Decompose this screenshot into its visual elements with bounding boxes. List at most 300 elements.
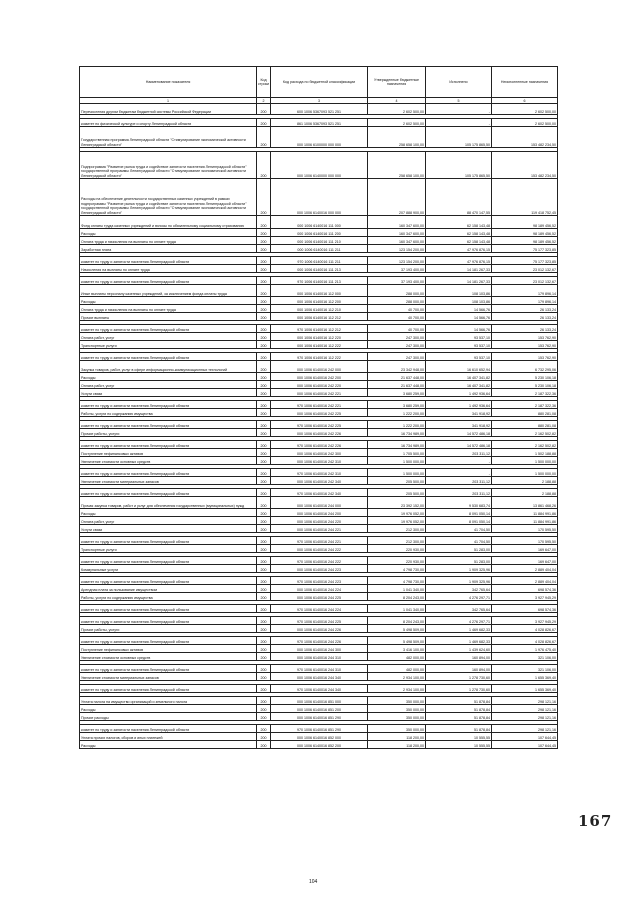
cell-line-code: 200 [257, 685, 271, 693]
cell-indicator-name: комитет по труду и занятости населения Ленинградской области [80, 277, 257, 285]
cell-line-code: 200 [257, 297, 271, 305]
cell-approved: 118 200,00 [368, 733, 426, 741]
cell-executed: 1 278 730,60 [426, 685, 492, 693]
cell-expense-code: 000 1006 6100000 000 000 [271, 127, 368, 148]
cell-line-code: 200 [257, 179, 271, 216]
cell-expense-code: 970 1006 6140016 111 213 [271, 277, 368, 285]
cell-line-code: 200 [257, 741, 271, 749]
cell-expense-code: 000 1006 6140016 112 212 [271, 313, 368, 321]
cell-line-code: 200 [257, 497, 271, 509]
table-row [80, 179, 558, 216]
cell-expense-code: 970 1006 6140016 244 224 [271, 605, 368, 613]
cell-executed: 41 704,50 [426, 537, 492, 545]
cell-indicator-name: Расходы на обеспечение деятельности государственных казенных учреждений в рамках подпрограммы "Развитие рынка труда и содействие занятости населения Ленинградской области" государственной программы Ленинградской области "Стимулирование экономической активности Ленинградской области" [80, 179, 257, 216]
cell-remaining: 153 762,90 [492, 353, 558, 361]
column-number: 1 [80, 98, 257, 104]
cell-executed: - [426, 457, 492, 465]
cell-executed: 16 407 341,82 [426, 373, 492, 381]
cell-approved: 220 930,00 [368, 545, 426, 553]
cell-executed: 47 976 876,15 [426, 245, 492, 253]
cell-expense-code: 000 1006 6140016 112 000 [271, 285, 368, 297]
table-row [80, 265, 558, 273]
cell-executed: - [426, 104, 492, 115]
cell-line-code: 200 [257, 265, 271, 273]
cell-indicator-name: комитет по труду и занятости населения Ленинградской области [80, 637, 257, 645]
cell-executed: 8 091 050,14 [426, 517, 492, 525]
cell-indicator-name: Уплата налога на имущество организаций и земельного налога [80, 697, 257, 705]
cell-indicator-name: Прочие работы, услуги [80, 625, 257, 633]
cell-expense-code: 000 1006 6140016 244 310 [271, 653, 368, 661]
cell-executed: 203 311,12 [426, 489, 492, 497]
cell-expense-code: 000 1006 6140016 242 225 [271, 409, 368, 417]
cell-executed: 342 765,64 [426, 585, 492, 593]
budget-execution-table [79, 66, 558, 749]
cell-approved: 247 300,00 [368, 353, 426, 361]
cell-indicator-name: Прочие работы, услуги [80, 429, 257, 437]
table-row [80, 545, 558, 553]
cell-executed: 88 470 147,55 [426, 179, 492, 216]
cell-expense-code: 000 1006 6140016 244 224 [271, 585, 368, 593]
header-remaining: Неисполненные назначения [492, 67, 558, 98]
column-number: 3 [271, 98, 368, 104]
cell-expense-code: 970 1006 6140016 242 340 [271, 489, 368, 497]
column-number: 4 [368, 98, 426, 104]
cell-remaining: 169 647,00 [492, 545, 558, 553]
cell-indicator-name: Закупка товаров, работ, услуг в сфере информационно-коммуникационных технологий [80, 361, 257, 373]
cell-line-code: 200 [257, 353, 271, 361]
table-row [80, 525, 558, 533]
cell-remaining: 2 187 322,36 [492, 401, 558, 409]
cell-approved: 19 976 052,00 [368, 517, 426, 525]
cell-remaining: 98 189 456,52 [492, 237, 558, 245]
cell-line-code: 200 [257, 509, 271, 517]
cell-approved: 247 300,00 [368, 333, 426, 341]
cell-expense-code: 970 1006 6140016 112 212 [271, 325, 368, 333]
table-row [80, 449, 558, 457]
cell-line-code: 200 [257, 469, 271, 477]
table-row [80, 593, 558, 601]
page-number: 104 [309, 879, 318, 885]
cell-remaining: 321 106,00 [492, 665, 558, 673]
table-row [80, 469, 558, 477]
table-row [80, 245, 558, 253]
header-expense-code: Код расхода по бюджетной классификации [271, 67, 368, 98]
cell-remaining: 170 595,50 [492, 537, 558, 545]
cell-approved: 118 200,00 [368, 741, 426, 749]
table-row [80, 104, 558, 115]
cell-remaining: 179 896,14 [492, 297, 558, 305]
cell-indicator-name: Оплата труда и начисления на выплаты по оплате труда [80, 305, 257, 313]
cell-approved: 3 680 259,00 [368, 401, 426, 409]
cell-remaining: 2 188,88 [492, 477, 558, 485]
cell-approved: 350 000,00 [368, 725, 426, 733]
cell-approved: 23 392 152,00 [368, 497, 426, 509]
cell-approved: 3 416 100,00 [368, 645, 426, 653]
table-row [80, 277, 558, 285]
cell-executed: 4 276 297,71 [426, 617, 492, 625]
cell-executed: - [426, 469, 492, 477]
cell-indicator-name: Иные выплаты персоналу казенных учреждений, за исключением фонда оплаты труда [80, 285, 257, 297]
cell-remaining: 5 230 106,18 [492, 381, 558, 389]
cell-executed: 203 311,12 [426, 477, 492, 485]
cell-approved: 4 798 730,00 [368, 577, 426, 585]
cell-remaining: 2 162 502,82 [492, 441, 558, 449]
cell-expense-code: 000 1006 6140016 244 220 [271, 517, 368, 525]
cell-indicator-name: Расходы [80, 741, 257, 749]
cell-expense-code: 000 1006 6140016 242 000 [271, 361, 368, 373]
cell-remaining: 1 500 000,00 [492, 457, 558, 465]
table-row [80, 119, 558, 127]
cell-remaining: 11 884 991,86 [492, 509, 558, 517]
cell-executed: 93 537,10 [426, 353, 492, 361]
cell-executed: 14 181 267,33 [426, 265, 492, 273]
cell-approved: 40 700,00 [368, 325, 426, 333]
table-row [80, 429, 558, 437]
cell-indicator-name: комитет по труду и занятости населения Ленинградской области [80, 257, 257, 265]
table-row [80, 353, 558, 361]
cell-approved: 5 498 509,00 [368, 625, 426, 633]
cell-approved: 16 734 989,00 [368, 441, 426, 449]
cell-line-code: 200 [257, 429, 271, 437]
cell-indicator-name: Транспортные услуги [80, 545, 257, 553]
cell-expense-code: 000 1006 6140016 111 200 [271, 229, 368, 237]
cell-executed: 51 878,84 [426, 725, 492, 733]
cell-line-code: 200 [257, 713, 271, 721]
cell-indicator-name: Оплата работ, услуг [80, 517, 257, 525]
cell-line-code: 200 [257, 104, 271, 115]
cell-line-code: 200 [257, 216, 271, 229]
cell-approved: 3 680 259,00 [368, 389, 426, 397]
cell-approved: 123 154 200,00 [368, 245, 426, 253]
cell-remaining: 1 655 369,40 [492, 673, 558, 681]
table-row [80, 565, 558, 573]
cell-remaining: 1 500 000,00 [492, 469, 558, 477]
cell-remaining: 2 889 404,04 [492, 577, 558, 585]
table-row [80, 401, 558, 409]
table-row [80, 489, 558, 497]
column-number: 2 [257, 98, 271, 104]
cell-executed: 14 181 267,33 [426, 277, 492, 285]
cell-executed: 41 704,50 [426, 525, 492, 533]
cell-executed: 14 566,76 [426, 325, 492, 333]
cell-indicator-name: Прочие расходы [80, 713, 257, 721]
cell-expense-code: 000 1006 6140016 242 226 [271, 429, 368, 437]
cell-approved: 8 204 243,00 [368, 593, 426, 601]
cell-executed: 10 555,55 [426, 741, 492, 749]
cell-line-code: 200 [257, 449, 271, 457]
cell-approved: 5 498 509,00 [368, 637, 426, 645]
cell-remaining: 3 927 945,29 [492, 593, 558, 601]
table-row [80, 725, 558, 733]
cell-indicator-name: Поступление нефинансовых активов [80, 449, 257, 457]
cell-executed: 105 175 865,50 [426, 127, 492, 148]
cell-line-code: 200 [257, 457, 271, 465]
cell-approved: 4 798 730,00 [368, 565, 426, 573]
cell-remaining: 119 418 752,45 [492, 179, 558, 216]
cell-expense-code: 970 1006 6140016 244 225 [271, 617, 368, 625]
table-row [80, 557, 558, 565]
cell-expense-code: 970 1006 6140016 242 221 [271, 401, 368, 409]
cell-expense-code: 000 1006 6140016 242 300 [271, 449, 368, 457]
cell-indicator-name: комитет по труду и занятости населения Ленинградской области [80, 537, 257, 545]
cell-expense-code: 000 1006 6140016 000 000 [271, 179, 368, 216]
cell-expense-code: 970 1006 6140016 242 310 [271, 469, 368, 477]
cell-executed: 51 878,84 [426, 705, 492, 713]
cell-indicator-name: Расходы [80, 705, 257, 713]
cell-indicator-name: Прочие выплаты [80, 313, 257, 321]
cell-indicator-name: Государственная программа Ленинградской области "Стимулирование экономической активности Ленинградской области" [80, 127, 257, 148]
table-row [80, 645, 558, 653]
cell-expense-code: 000 1006 6140016 851 200 [271, 705, 368, 713]
table-row [80, 705, 558, 713]
cell-approved: 350 000,00 [368, 713, 426, 721]
cell-line-code: 200 [257, 725, 271, 733]
cell-line-code: 200 [257, 257, 271, 265]
cell-line-code: 200 [257, 605, 271, 613]
cell-remaining: 698 574,36 [492, 605, 558, 613]
cell-approved: 1 222 200,00 [368, 409, 426, 417]
table-row [80, 577, 558, 585]
cell-approved: 212 300,00 [368, 525, 426, 533]
cell-indicator-name: Увеличение стоимости материальных запасов [80, 477, 257, 485]
cell-remaining: 880 281,08 [492, 409, 558, 417]
cell-line-code: 200 [257, 341, 271, 349]
cell-approved: 19 976 052,00 [368, 509, 426, 517]
cell-remaining: 23 012 132,67 [492, 265, 558, 273]
cell-approved: 8 204 243,00 [368, 617, 426, 625]
cell-remaining: 169 647,00 [492, 557, 558, 565]
cell-line-code: 200 [257, 557, 271, 565]
cell-approved: 37 193 400,00 [368, 265, 426, 273]
cell-approved: 40 700,00 [368, 305, 426, 313]
table-row [80, 229, 558, 237]
table-row [80, 509, 558, 517]
cell-remaining: 4 028 826,67 [492, 625, 558, 633]
cell-line-code: 200 [257, 152, 271, 179]
table-row [80, 305, 558, 313]
cell-approved: 160 347 600,00 [368, 216, 426, 229]
cell-approved: 482 000,00 [368, 665, 426, 673]
cell-expense-code: 000 1006 6140016 244 340 [271, 673, 368, 681]
cell-expense-code: 000 1006 6140016 244 226 [271, 625, 368, 633]
cell-approved: 220 930,00 [368, 557, 426, 565]
cell-expense-code: 000 1006 6140016 111 210 [271, 237, 368, 245]
cell-indicator-name: комитет по труду и занятости населения Ленинградской области [80, 421, 257, 429]
cell-remaining: 170 595,50 [492, 525, 558, 533]
table-row [80, 517, 558, 525]
cell-approved: 258 658 100,00 [368, 127, 426, 148]
cell-expense-code: 600 1006 5367093 521 251 [271, 104, 368, 115]
cell-expense-code: 970 1006 6140016 242 226 [271, 441, 368, 449]
cell-indicator-name: Подпрограмма "Развитие рынка труда и содействие занятости населения Ленинградской области" государственной программы Ленинградской области "Стимулирование экономической активности Ленинградской области" [80, 152, 257, 179]
cell-remaining: 2 602 500,00 [492, 104, 558, 115]
cell-approved: 212 300,00 [368, 537, 426, 545]
cell-line-code: 200 [257, 127, 271, 148]
cell-expense-code: 000 1006 6140000 000 000 [271, 152, 368, 179]
cell-approved: 2 602 500,00 [368, 104, 426, 115]
cell-line-code: 200 [257, 409, 271, 417]
cell-line-code: 200 [257, 637, 271, 645]
cell-executed: 160 894,00 [426, 665, 492, 673]
cell-expense-code: 000 1006 6140016 111 211 [271, 245, 368, 253]
table-row [80, 285, 558, 297]
cell-line-code: 200 [257, 733, 271, 741]
table-row [80, 497, 558, 509]
cell-line-code: 200 [257, 119, 271, 127]
cell-indicator-name: комитет по труду и занятости населения Ленинградской области [80, 665, 257, 673]
cell-remaining: 153 482 234,50 [492, 127, 558, 148]
table-row [80, 477, 558, 485]
table-row [80, 389, 558, 397]
cell-expense-code: 000 1006 6140016 112 220 [271, 333, 368, 341]
cell-indicator-name: комитет по физической культуре и спорту Ленинградской области [80, 119, 257, 127]
table-row [80, 325, 558, 333]
table-row [80, 673, 558, 681]
cell-executed: 341 918,92 [426, 421, 492, 429]
cell-indicator-name: Заработная плата [80, 245, 257, 253]
cell-indicator-name: комитет по труду и занятости населения Ленинградской области [80, 401, 257, 409]
cell-expense-code: 970 1006 6140016 111 211 [271, 257, 368, 265]
cell-approved: 258 658 100,00 [368, 152, 426, 179]
cell-remaining: 880 281,08 [492, 421, 558, 429]
cell-remaining: 1 976 475,40 [492, 645, 558, 653]
cell-expense-code: 000 1006 6140016 111 000 [271, 216, 368, 229]
cell-executed: 1 492 936,64 [426, 401, 492, 409]
cell-expense-code: 000 1006 6140016 242 310 [271, 457, 368, 465]
cell-expense-code: 000 1006 6140016 112 222 [271, 341, 368, 349]
cell-executed: 9 530 683,74 [426, 497, 492, 509]
cell-indicator-name: Увеличение стоимости основных средств [80, 457, 257, 465]
table-row [80, 713, 558, 721]
cell-remaining: 107 644,45 [492, 733, 558, 741]
cell-remaining: 23 012 132,67 [492, 277, 558, 285]
header-approved: Утвержденные бюджетные назначения [368, 67, 426, 98]
table-row [80, 216, 558, 229]
cell-expense-code: 000 1006 6140016 852 000 [271, 733, 368, 741]
cell-line-code: 200 [257, 305, 271, 313]
cell-approved: 482 000,00 [368, 653, 426, 661]
cell-expense-code: 970 1006 6140016 242 225 [271, 421, 368, 429]
cell-remaining: 13 861 468,26 [492, 497, 558, 509]
table-row [80, 257, 558, 265]
cell-expense-code: 970 1006 6140016 851 290 [271, 725, 368, 733]
cell-executed: 14 572 486,18 [426, 429, 492, 437]
cell-executed: 51 283,00 [426, 545, 492, 553]
column-number: 5 [426, 98, 492, 104]
table-body [80, 104, 558, 749]
cell-approved: 1 705 500,00 [368, 449, 426, 457]
cell-indicator-name: комитет по труду и занятости населения Ленинградской области [80, 325, 257, 333]
cell-line-code: 200 [257, 229, 271, 237]
table-row [80, 333, 558, 341]
cell-indicator-name: Расходы [80, 229, 257, 237]
cell-expense-code: 000 1006 6140016 851 000 [271, 697, 368, 705]
cell-indicator-name: Транспортные услуги [80, 341, 257, 349]
cell-line-code: 200 [257, 245, 271, 253]
cell-approved: 350 000,00 [368, 705, 426, 713]
cell-approved: 205 500,00 [368, 477, 426, 485]
cell-remaining: 26 133,24 [492, 305, 558, 313]
cell-expense-code: 000 1006 6140016 244 200 [271, 509, 368, 517]
cell-executed: 51 878,84 [426, 713, 492, 721]
cell-approved: 1 222 200,00 [368, 421, 426, 429]
table-row [80, 653, 558, 661]
cell-approved: 205 500,00 [368, 489, 426, 497]
cell-expense-code: 000 1006 6140016 244 225 [271, 593, 368, 601]
table-row [80, 617, 558, 625]
cell-indicator-name: Поступление нефинансовых активов [80, 645, 257, 653]
cell-remaining: 298 121,16 [492, 713, 558, 721]
cell-line-code: 200 [257, 565, 271, 573]
cell-indicator-name: Коммунальные услуги [80, 565, 257, 573]
cell-expense-code: 000 1006 6140016 244 223 [271, 565, 368, 573]
cell-line-code: 200 [257, 593, 271, 601]
cell-approved: 1 500 000,00 [368, 457, 426, 465]
cell-remaining: 2 187 322,36 [492, 389, 558, 397]
cell-executed: 62 158 143,48 [426, 229, 492, 237]
cell-indicator-name: Прочая закупка товаров, работ и услуг для обеспечения государственных (муниципальных) нужд [80, 497, 257, 509]
cell-executed: 51 878,84 [426, 697, 492, 705]
cell-remaining: 298 121,16 [492, 725, 558, 733]
cell-expense-code: 000 1006 6140016 111 213 [271, 265, 368, 273]
cell-approved: 247 300,00 [368, 341, 426, 349]
cell-expense-code: 000 1006 6140016 851 290 [271, 713, 368, 721]
cell-remaining: 698 574,36 [492, 585, 558, 593]
cell-line-code: 200 [257, 545, 271, 553]
cell-executed: 1 469 682,33 [426, 625, 492, 633]
cell-executed: 1 909 325,96 [426, 577, 492, 585]
cell-line-code: 200 [257, 381, 271, 389]
cell-expense-code: 000 1006 6140016 112 200 [271, 297, 368, 305]
cell-line-code: 200 [257, 577, 271, 585]
table-row [80, 441, 558, 449]
cell-executed: 16 407 341,82 [426, 381, 492, 389]
table-row [80, 457, 558, 465]
cell-remaining: 179 896,14 [492, 285, 558, 297]
table-row [80, 313, 558, 321]
cell-indicator-name: комитет по труду и занятости населения Ленинградской области [80, 441, 257, 449]
cell-approved: 37 193 400,00 [368, 277, 426, 285]
cell-indicator-name: Оплата работ, услуг [80, 333, 257, 341]
cell-line-code: 200 [257, 525, 271, 533]
cell-line-code: 200 [257, 277, 271, 285]
table-row [80, 537, 558, 545]
cell-remaining: 5 230 106,18 [492, 373, 558, 381]
table-row [80, 409, 558, 417]
table-row [80, 297, 558, 305]
table-header-row [80, 67, 558, 98]
cell-indicator-name: Арендная плата за пользование имуществом [80, 585, 257, 593]
table-row [80, 381, 558, 389]
cell-executed: 1 492 936,64 [426, 389, 492, 397]
cell-remaining: 321 106,00 [492, 653, 558, 661]
cell-remaining: 298 121,16 [492, 697, 558, 705]
cell-executed: 4 276 297,71 [426, 593, 492, 601]
cell-indicator-name: Начисления на выплаты по оплате труда [80, 265, 257, 273]
cell-indicator-name: Расходы [80, 373, 257, 381]
header-line-code: Код строки [257, 67, 271, 98]
cell-indicator-name: Увеличение стоимости основных средств [80, 653, 257, 661]
cell-approved: 16 734 989,00 [368, 429, 426, 437]
cell-executed: 51 283,00 [426, 557, 492, 565]
cell-executed: 16 610 652,94 [426, 361, 492, 373]
cell-executed: 108 103,86 [426, 297, 492, 305]
cell-line-code: 200 [257, 421, 271, 429]
cell-executed: 1 439 624,60 [426, 645, 492, 653]
cell-executed: 14 566,76 [426, 305, 492, 313]
cell-expense-code: 000 1006 6140016 112 210 [271, 305, 368, 313]
cell-indicator-name: Увеличение стоимости материальных запасов [80, 673, 257, 681]
